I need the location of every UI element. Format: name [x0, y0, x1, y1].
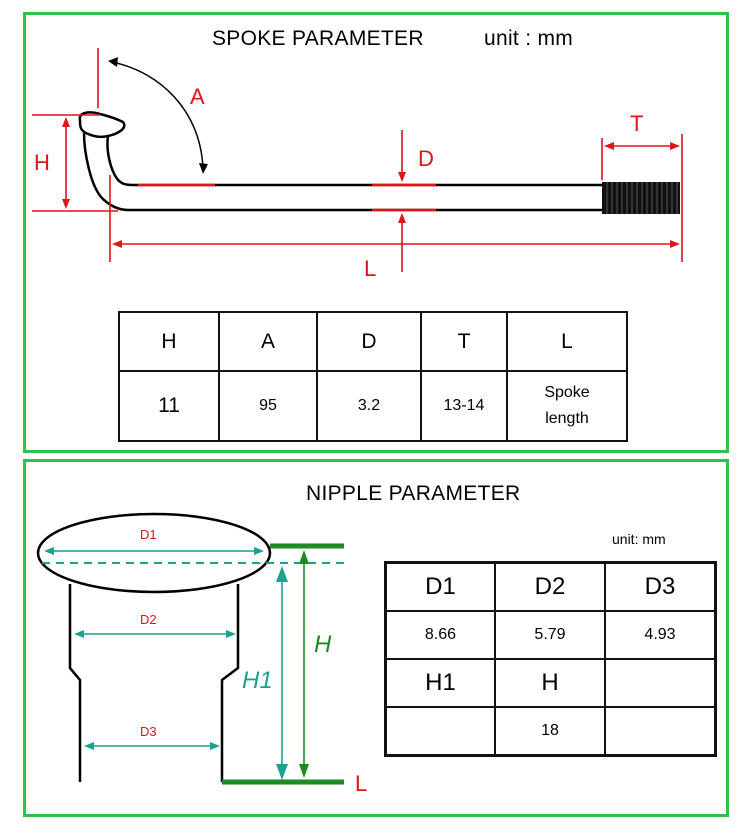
label-d2: D2 — [140, 612, 157, 627]
label-a: A — [190, 84, 205, 109]
label-l: L — [364, 256, 377, 281]
nipple-value-h: 18 — [495, 707, 605, 756]
label-d1: D1 — [140, 527, 157, 542]
nipple-header-h: H — [495, 659, 605, 707]
spoke-header-h: H — [119, 312, 219, 371]
nipple-value-h1 — [386, 707, 496, 756]
label-h: H — [34, 150, 50, 175]
label-l-nipple: L — [355, 771, 368, 796]
spoke-title: SPOKE PARAMETER — [212, 27, 424, 50]
nipple-unit-label: unit: mm — [612, 531, 666, 547]
spoke-header-l: L — [507, 312, 627, 371]
nipple-title: NIPPLE PARAMETER — [306, 482, 521, 505]
spoke-header-a: A — [219, 312, 317, 371]
nipple-header-d3: D3 — [605, 563, 716, 612]
spoke-value-d: 3.2 — [317, 371, 421, 441]
nipple-spec-table — [384, 561, 717, 757]
spoke-header-d: D — [317, 312, 421, 371]
label-h1: H1 — [242, 667, 273, 694]
nipple-header-d1: D1 — [386, 563, 496, 612]
spoke-value-a: 95 — [219, 371, 317, 441]
spoke-unit-label: unit : mm — [484, 27, 574, 50]
label-h: H — [314, 631, 332, 658]
nipple-value-empty — [605, 707, 716, 756]
label-t: T — [630, 111, 644, 136]
nipple-header-empty — [605, 659, 716, 707]
spoke-header-t: T — [421, 312, 507, 371]
label-d: D — [418, 146, 434, 171]
nipple-value-d1: 8.66 — [386, 611, 496, 659]
nipple-head — [38, 514, 270, 592]
spoke-value-h: 11 — [119, 371, 219, 441]
label-d3: D3 — [140, 724, 157, 739]
nipple-header-d2: D2 — [495, 563, 605, 612]
nipple-header-h1: H1 — [386, 659, 496, 707]
nipple-value-d2: 5.79 — [495, 611, 605, 659]
spoke-length-line2: length — [545, 410, 589, 427]
spoke-length-line1: Spoke — [544, 384, 590, 401]
nipple-value-d3: 4.93 — [605, 611, 716, 659]
spoke-value-t: 13-14 — [421, 371, 507, 441]
